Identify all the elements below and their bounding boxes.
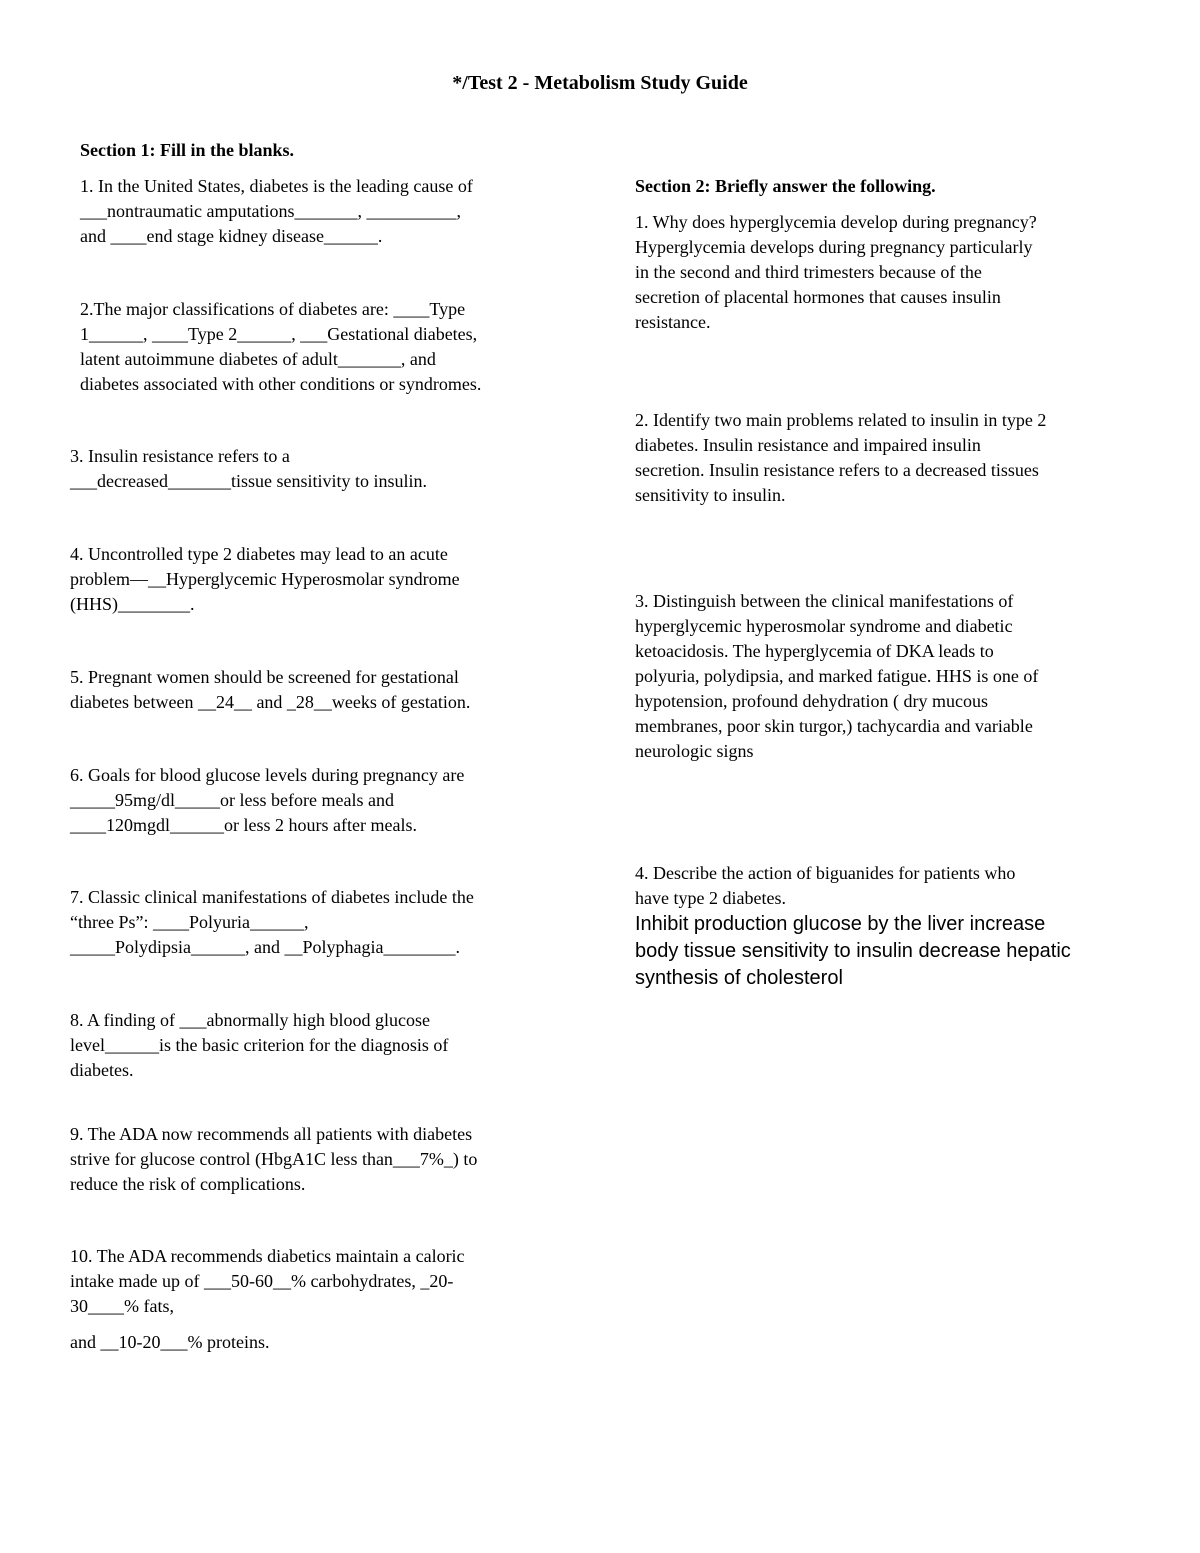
- fill-blank-question-3: [70, 444, 570, 494]
- question-line: “three Ps”: ____Polyuria______,: [70, 912, 309, 932]
- question-line: level______is the basic criterion for the diagnosis of: [70, 1035, 449, 1055]
- question-line: (HHS)________.: [70, 594, 195, 614]
- question-line: and ____end stage kidney disease______.: [80, 226, 383, 246]
- question-line: 8. A finding of ___abnormally high blood glucose: [70, 1010, 430, 1030]
- question-line: 2.The major classifications of diabetes are: ____Type: [80, 299, 466, 319]
- fill-blank-question-8: [70, 1008, 570, 1083]
- question-line: 3. Distinguish between the clinical manifestations of: [635, 591, 1014, 611]
- question-line: 6. Goals for blood glucose levels during pregnancy are: [70, 765, 465, 785]
- question-line: _____Polydipsia______, and __Polyphagia________.: [70, 937, 460, 957]
- question-line: 3. Insulin resistance refers to a: [70, 446, 290, 466]
- handwritten-answer-line: synthesis of cholesterol: [635, 967, 843, 989]
- question-line: problem—__Hyperglycemic Hyperosmolar syndrome: [70, 569, 460, 589]
- question-line: in the second and third trimesters because of the: [635, 262, 982, 282]
- question-line: 7. Classic clinical manifestations of diabetes include the: [70, 887, 474, 907]
- fill-blank-question-9: [70, 1122, 570, 1197]
- question-line: diabetes. Insulin resistance and impaired insulin: [635, 435, 981, 455]
- question-line: secretion. Insulin resistance refers to a decreased tissues: [635, 460, 1039, 480]
- question-line: 1______, ____Type 2______, ___Gestational diabetes,: [80, 324, 478, 344]
- short-answer-question-3: [635, 589, 1145, 764]
- question-line: polyuria, polydipsia, and marked fatigue. HHS is one of: [635, 666, 1039, 686]
- question-line: 9. The ADA now recommends all patients with diabetes: [70, 1124, 473, 1144]
- question-line: 4. Uncontrolled type 2 diabetes may lead to an acute: [70, 544, 448, 564]
- question-line: and __10-20___% proteins.: [70, 1332, 270, 1352]
- fill-blank-question-10: [70, 1244, 570, 1319]
- question-line: ____120mgdl______or less 2 hours after meals.: [70, 815, 417, 835]
- question-line: 30____% fats,: [70, 1296, 174, 1316]
- question-line: hypotension, profound dehydration ( dry mucous: [635, 691, 988, 711]
- fill-blank-question-4: [70, 542, 570, 617]
- question-line: intake made up of ___50-60__% carbohydrates, _20-: [70, 1271, 454, 1291]
- question-line: diabetes.: [70, 1060, 134, 1080]
- question-line: strive for glucose control (HbgA1C less than___7%_) to: [70, 1149, 478, 1169]
- fill-blank-question-5: [70, 665, 570, 715]
- question-line: membranes, poor skin turgor,) tachycardia and variable: [635, 716, 1033, 736]
- fill-blank-question-1: [80, 174, 580, 249]
- question-line: diabetes between __24__ and _28__weeks of gestation.: [70, 692, 471, 712]
- question-line: 1. In the United States, diabetes is the leading cause of: [80, 176, 473, 196]
- fill-blank-question-6: [70, 763, 570, 838]
- question-line: 1. Why does hyperglycemia develop during pregnancy?: [635, 212, 1037, 232]
- question-line: neurologic signs: [635, 741, 754, 761]
- question-line: ketoacidosis. The hyperglycemia of DKA leads to: [635, 641, 994, 661]
- fill-blank-question-2: [80, 297, 580, 397]
- question-line: 5. Pregnant women should be screened for gestational: [70, 667, 459, 687]
- section-1-heading: Section 1: Fill in the blanks.: [80, 140, 295, 160]
- question-line: 2. Identify two main problems related to insulin in type 2: [635, 410, 1047, 430]
- handwritten-answer-line: body tissue sensitivity to insulin decrease hepatic: [635, 940, 1071, 962]
- question-line: diabetes associated with other conditions or syndromes.: [80, 374, 482, 394]
- question-line: hyperglycemic hyperosmolar syndrome and diabetic: [635, 616, 1013, 636]
- question-line: 4. Describe the action of biguanides for patients who: [635, 863, 1016, 883]
- question-line: secretion of placental hormones that causes insulin: [635, 287, 1001, 307]
- question-line: resistance.: [635, 312, 711, 332]
- handwritten-answer-line: Inhibit production glucose by the liver increase: [635, 913, 1046, 935]
- question-line: ___nontraumatic amputations_______, __________,: [80, 201, 461, 221]
- short-answer-question-1: [635, 210, 1145, 335]
- question-line: ___decreased_______tissue sensitivity to insulin.: [70, 471, 427, 491]
- question-line: latent autoimmune diabetes of adult_______, and: [80, 349, 436, 369]
- question-line: _____95mg/dl_____or less before meals and: [70, 790, 394, 810]
- page-title: */Test 2 - Metabolism Study Guide: [452, 72, 748, 94]
- question-line: reduce the risk of complications.: [70, 1174, 306, 1194]
- question-line: Hyperglycemia develops during pregnancy particularly: [635, 237, 1033, 257]
- question-line: sensitivity to insulin.: [635, 485, 786, 505]
- section-2-heading: Section 2: Briefly answer the following.: [635, 176, 936, 196]
- short-answer-question-2: [635, 408, 1145, 508]
- fill-blank-question-7: [70, 885, 570, 960]
- short-answer-question-4: [635, 861, 1145, 992]
- question-line: have type 2 diabetes.: [635, 888, 786, 908]
- question-line: 10. The ADA recommends diabetics maintain a caloric: [70, 1246, 465, 1266]
- fill-blank-question-10-continued: [70, 1330, 570, 1355]
